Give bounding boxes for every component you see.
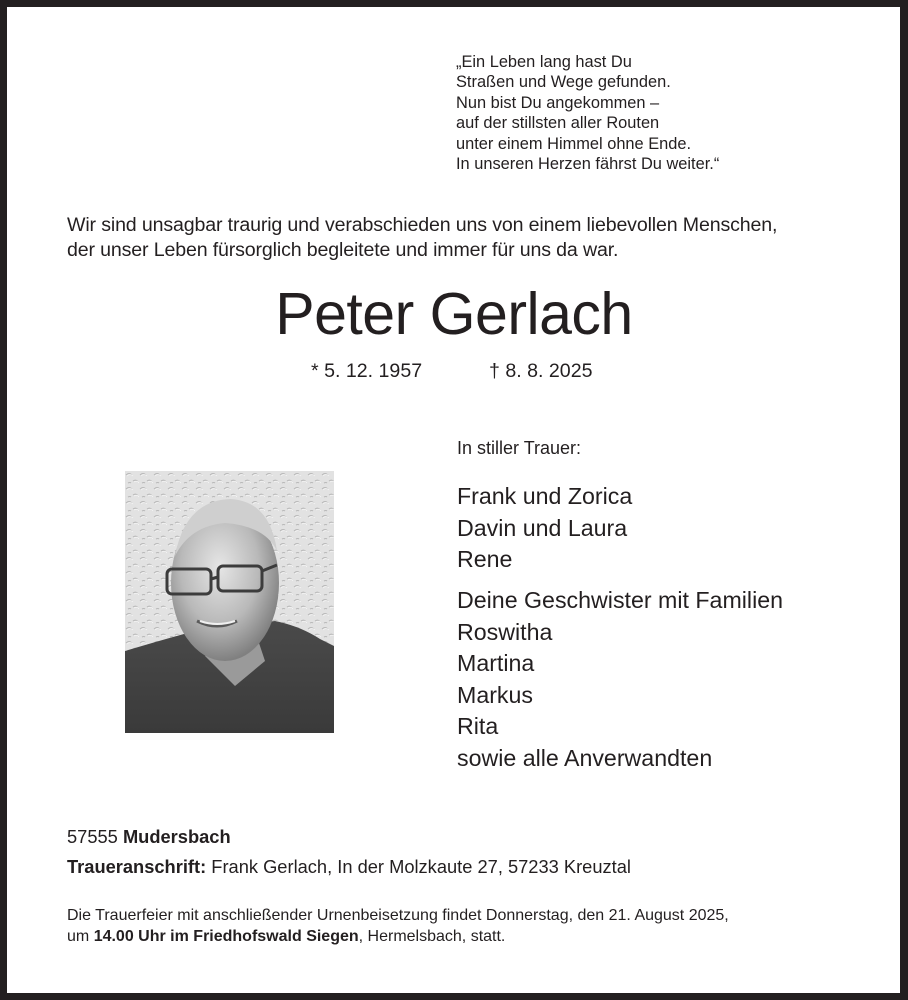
poem-line: unter einem Himmel ohne Ende. (456, 134, 692, 153)
poem-line: In unseren Herzen fährst Du weiter.“ (456, 154, 720, 173)
service-line (67, 926, 729, 947)
poem-line: Straßen und Wege gefunden. (456, 73, 671, 92)
death-date: † 8. 8. 2025 (489, 360, 593, 382)
place-line (67, 826, 231, 848)
service-prefix: um (67, 928, 90, 945)
address-label: Traueranschrift: (67, 856, 207, 877)
mourners-siblings (457, 585, 783, 774)
mourner-name: Rene (457, 546, 513, 572)
intro-line: Wir sind unsagbar traurig und verabschieden uns von einem liebevollen Menschen, (67, 214, 778, 236)
birth-date: * 5. 12. 1957 (311, 360, 423, 382)
deceased-name: Peter Gerlach (275, 281, 633, 347)
mourner-name: Roswitha (457, 618, 553, 645)
mourners-family (457, 481, 632, 576)
intro-text (67, 213, 777, 263)
mourner-name: Martina (457, 650, 535, 676)
service-time-location: 14.00 Uhr im Friedhofswald Siegen (93, 928, 359, 945)
service-info (67, 905, 729, 947)
poem (456, 52, 719, 174)
intro-line: der unser Leben fürsorglich begleitete und immer für uns da war. (67, 239, 619, 261)
portrait-photo (125, 471, 334, 733)
poem-line: auf der stillsten aller Routen (456, 114, 660, 133)
mourner-name: Markus (457, 681, 534, 708)
service-suffix: , Hermelsbach, statt. (358, 928, 506, 945)
mourners-label: In stiller Trauer: (457, 438, 582, 458)
mourner-name: Davin und Laura (457, 514, 628, 541)
poem-line: Nun bist Du angekommen – (456, 93, 660, 112)
portrait-photo-icon (125, 471, 334, 733)
mourner-name: Deine Geschwister mit Familien (457, 587, 784, 613)
service-line: Die Trauerfeier mit anschließender Urnenbeisetzung findet Donnerstag, den 21. August 2025, (67, 907, 729, 924)
mourner-name: sowie alle Anverwandten (457, 744, 713, 771)
poem-line: „Ein Leben lang hast Du (456, 53, 632, 71)
mourner-name: Frank und Zorica (457, 483, 633, 509)
address-line (67, 856, 631, 878)
place-name: Mudersbach (122, 826, 231, 847)
place-zip: 57555 (67, 826, 118, 847)
address-value: Frank Gerlach, In der Molzkaute 27, 57233 Kreuztal (211, 856, 631, 877)
mourner-name: Rita (457, 713, 499, 739)
